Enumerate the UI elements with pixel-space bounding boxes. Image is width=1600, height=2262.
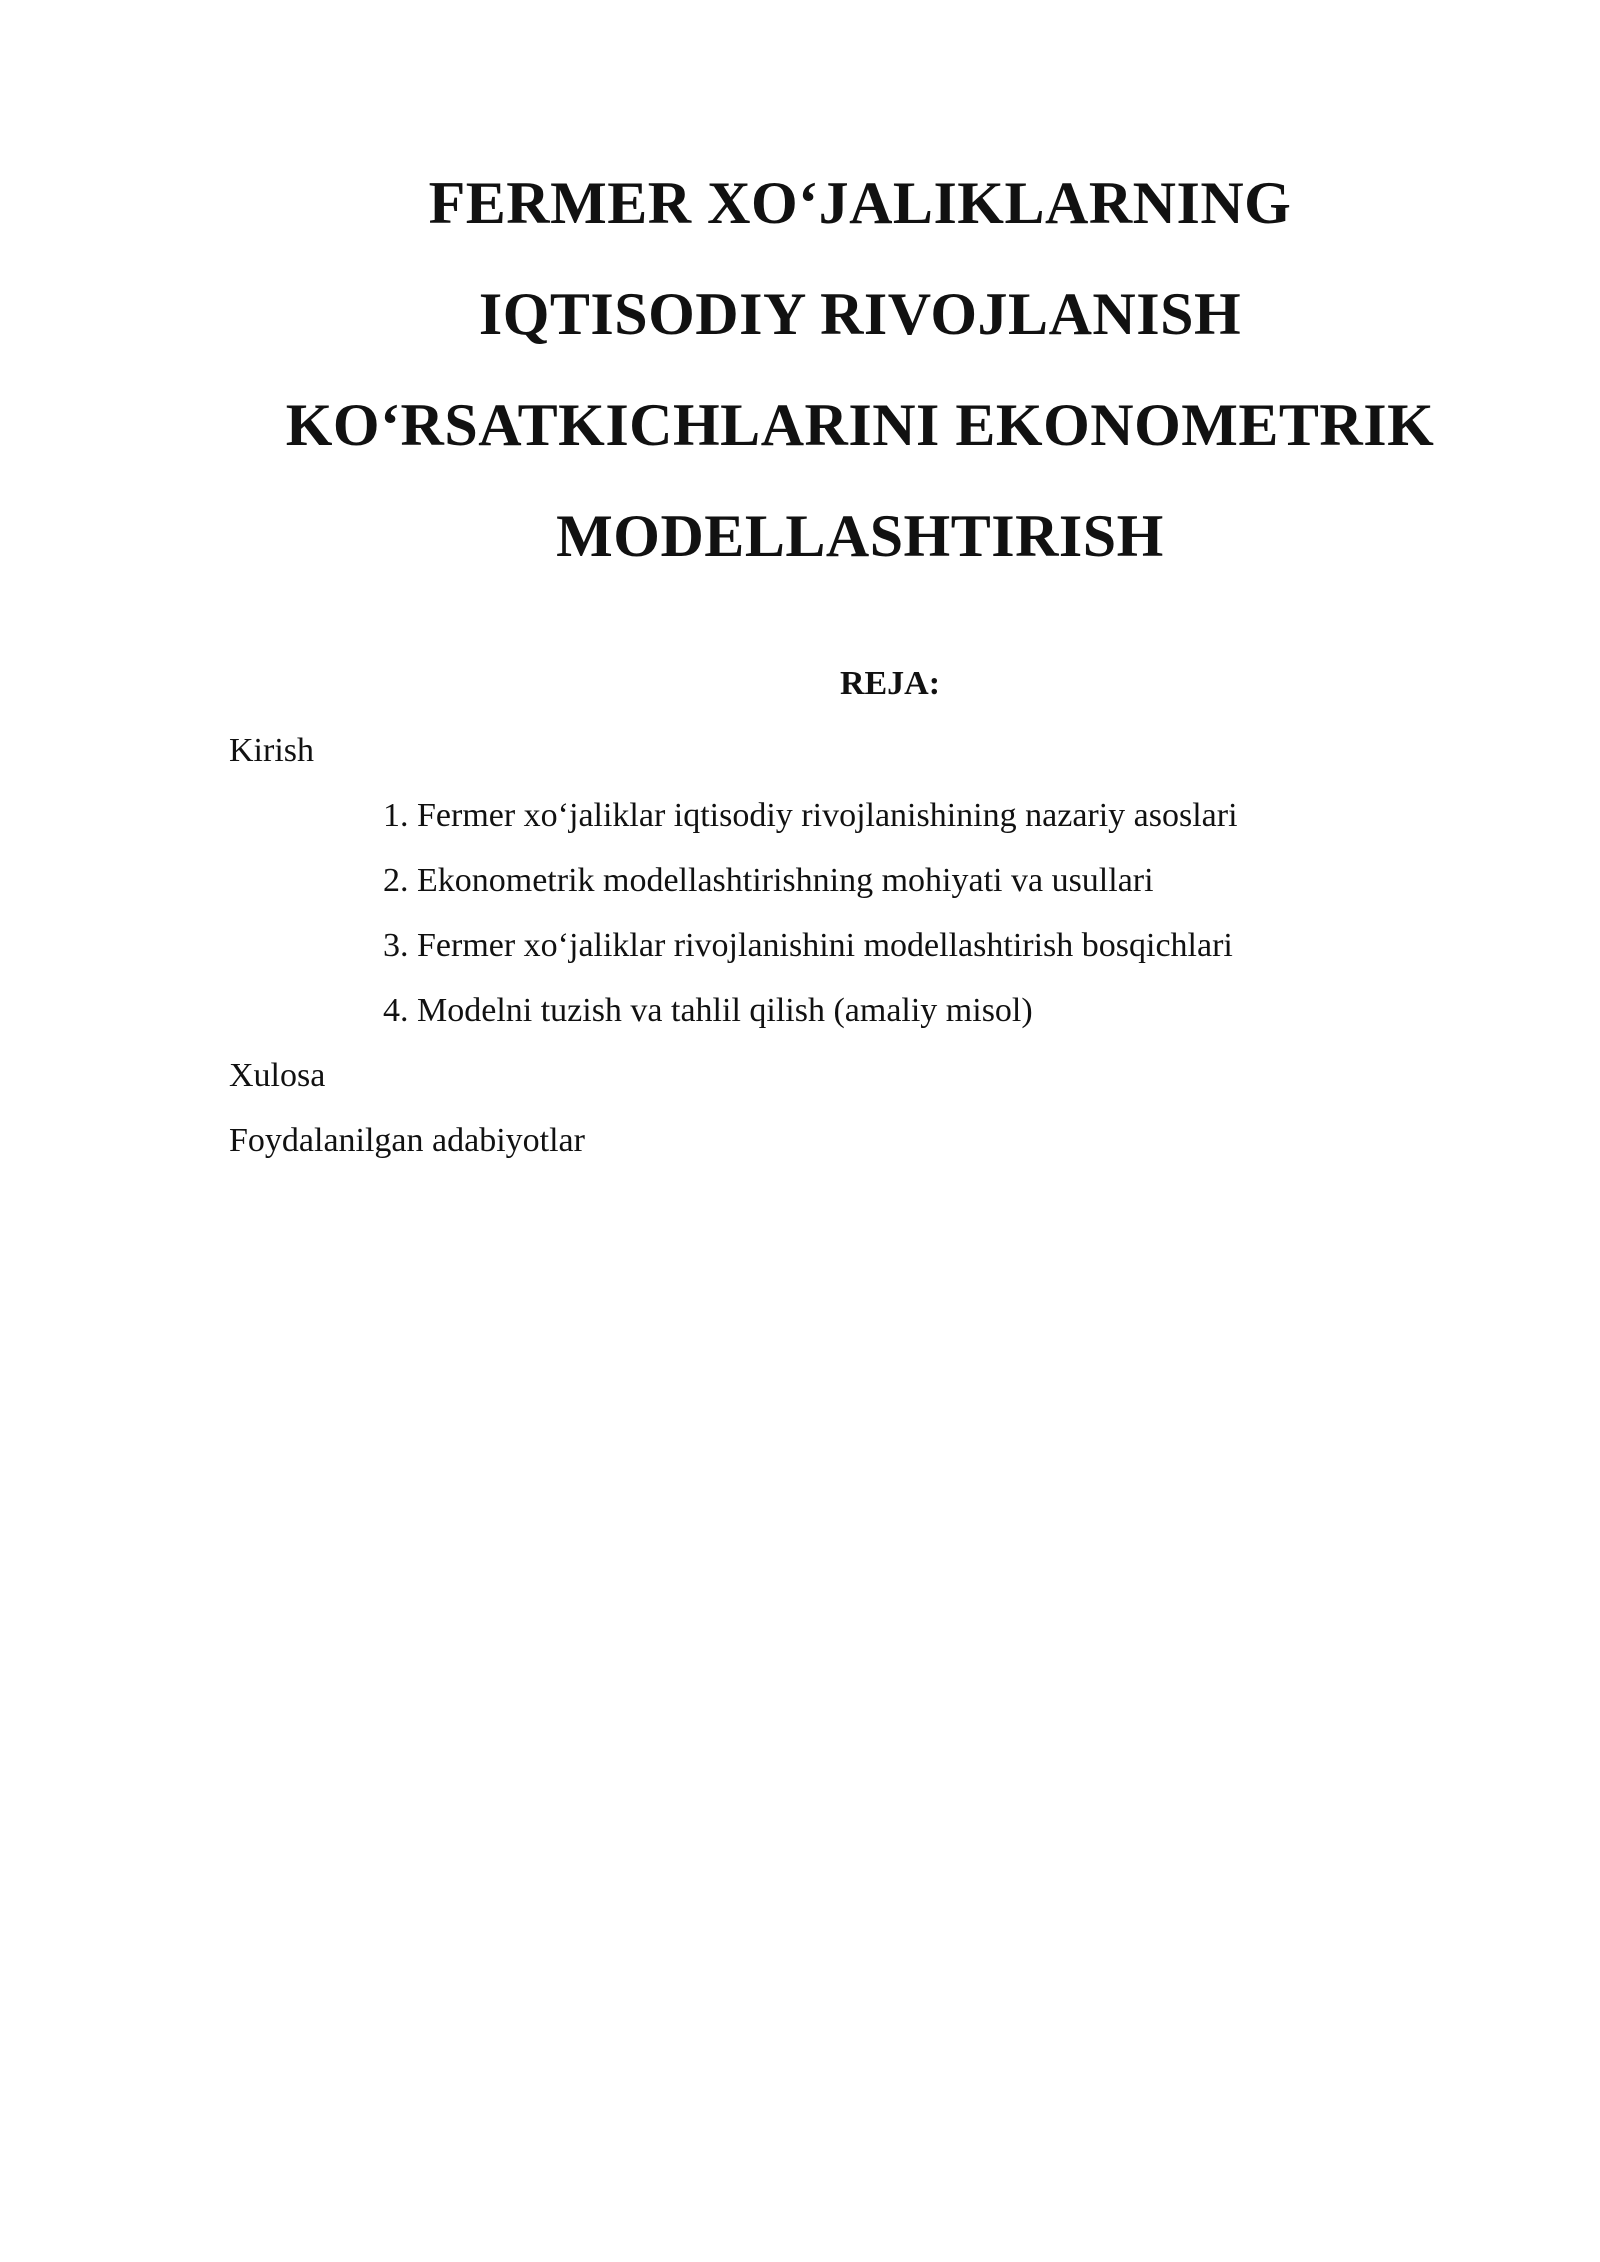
- title-line-2: IQTISODIY RIVOJLANISH: [478, 281, 1242, 347]
- plan-conclusion: Xulosa: [229, 1057, 326, 1094]
- plan-references: Foydalanilgan adabiyotlar: [229, 1122, 585, 1159]
- title-line-4: MODELLASHTIRISH: [556, 503, 1164, 569]
- title-line-3: KO‘RSATKICHLARINI EKONOMETRIK: [285, 392, 1435, 458]
- plan-intro: Kirish: [229, 732, 314, 769]
- plan-heading: REJA:: [839, 665, 941, 702]
- document-title: [200, 148, 1520, 592]
- plan-item-3: 3. Fermer xo‘jaliklar rivojlanishini modellashtirish bosqichlari: [383, 927, 1233, 964]
- plan-item-1: 1. Fermer xo‘jaliklar iqtisodiy rivojlanishining nazariy asoslari: [383, 797, 1238, 834]
- title-line-1: FERMER XO‘JALIKLARNING: [428, 170, 1292, 236]
- plan-item-2: 2. Ekonometrik modellashtirishning mohiyati va usullari: [383, 862, 1154, 899]
- plan-item-4: 4. Modelni tuzish va tahlil qilish (amaliy misol): [383, 992, 1033, 1029]
